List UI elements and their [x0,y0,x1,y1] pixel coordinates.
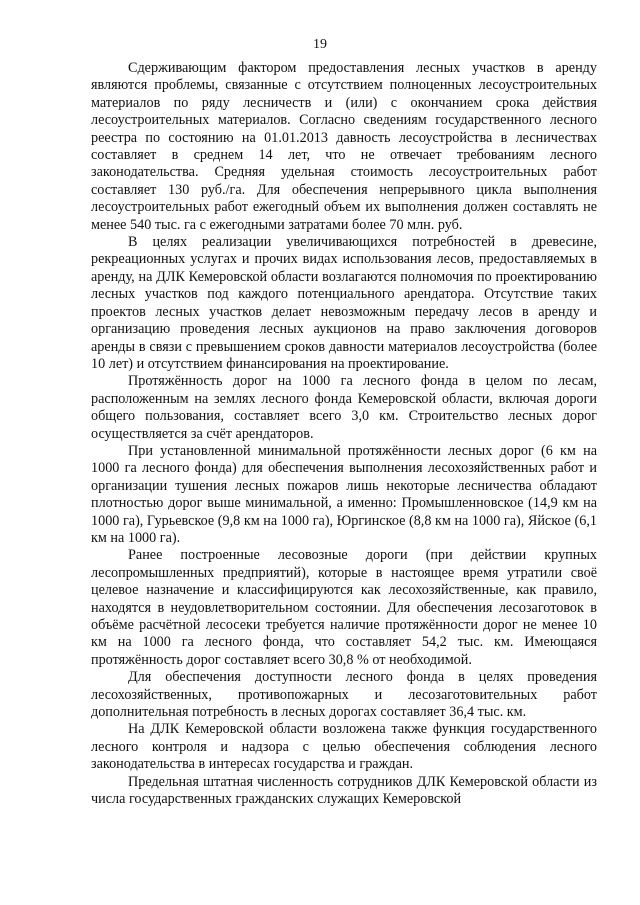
paragraph-state-forest-control: На ДЛК Кемеровской области возложена также функция государственного лесного контроля и надзора с целью обеспечения соблюдения лесного законодательства в интересах государства и граждан. [91,721,597,773]
document-body [91,60,597,808]
paragraph-road-length: Протяжённость дорог на 1000 га лесного фонда в целом по лесам, расположенным на землях лесного фонда Кемеровской области, включая дороги общего пользования, составляет всего 3,0 км. Строительство лесных дорог осуществляется за счёт арендаторов. [91,373,597,442]
paragraph-road-density-forestries: При установленной минимальной протяжённости лесных дорог (6 км на 1000 га лесного фонда) для обеспечения выполнения лесохозяйственных работ и организации тушения лесных пожаров лишь некоторые лесничества обладают плотностью дорог выше минимальной, а именно: Промышленновское (14,9 км на 1000 га), Гурьевское (9,8 км на 1000 га), Юргинское (8,8 км на 1000 га), Яйское (6,1 км на 1000 га). [91,442,597,546]
page-number: 19 [313,37,327,52]
paragraph-lease-constraints: Сдерживающим фактором предоставления лесных участков в аренду являются проблемы, связанные с отсутствием полноценных лесоустроительных материалов по ряду лесничеств и (или) с окончанием срока действия лесоустроительных материалов. Согласно сведениям государственного лесного реестра по состоянию на 01.01.2013 давность лесоустройства в лесничествах составляет в среднем 14 лет, что не отвечает требованиям лесного законодательства. Средняя удельная стоимость лесоустроительных работ составляет 130 руб./га. Для обеспечения непрерывного цикла выполнения лесоустроительных работ ежегодный объем их выполнения должен составлять не менее 540 тыс. га с ежегодными затратами более 70 млн. руб. [91,60,597,233]
paragraph-old-logging-roads: Ранее построенные лесовозные дороги (при действии крупных лесопромышленных предприятий), которые в настоящее время утратили своё целевое назначение и классифицируются как лесохозяйственные, как правило, находятся в неудовлетворительном состоянии. Для обеспечения лесозаготовок в объёме расчётной лесосеки требуется наличие протяжённости дорог не менее 10 км на 1000 га лесного фонда, что составляет 54,2 тыс. км. Имеющаяся протяжённость дорог составляет всего 30,8 % от необходимой. [91,547,597,668]
paragraph-forest-plot-design: В целях реализации увеличивающихся потребностей в древесине, рекреационных услугах и прочих видах использования лесов, предоставляемых в аренду, на ДЛК Кемеровской области возлагаются полномочия по проектированию лесных участков под каждого потенциального арендатора. Отсутствие таких проектов лесных участков делает невозможным передачу лесов в аренду и организацию проведения лесных аукционов на право заключения договоров аренды в связи с превышением сроков давности материалов лесоустройства (более 10 лет) и отсутствием финансирования на проектирование. [91,234,597,372]
paragraph-additional-road-need: Для обеспечения доступности лесного фонда в целях проведения лесохозяйственных, противопожарных и лесозаготовительных работ дополнительная потребность в лесных дорогах составляет 36,4 тыс. км. [91,669,597,721]
paragraph-staff-limit: Предельная штатная численность сотрудников ДЛК Кемеровской области из числа государственных гражданских служащих Кемеровской [91,773,597,808]
